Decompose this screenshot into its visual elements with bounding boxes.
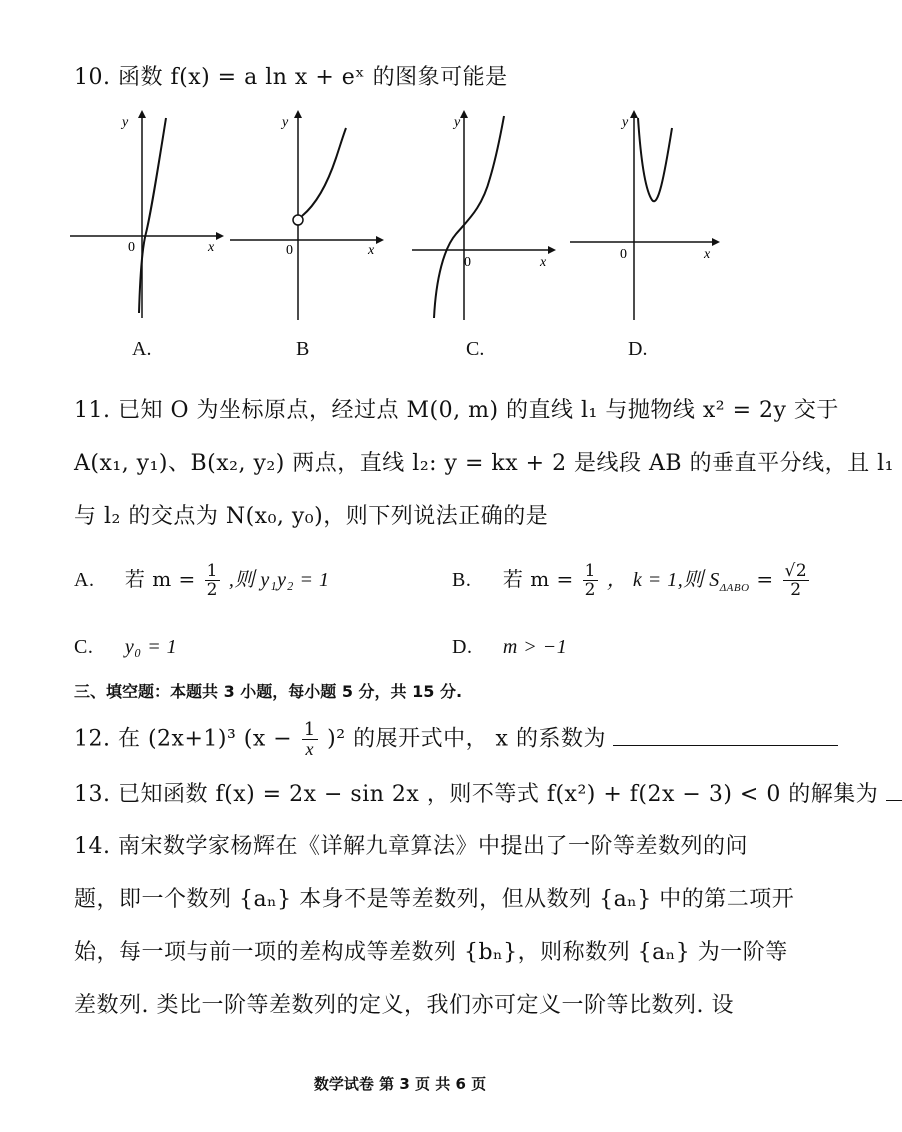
- q11-option-c: [74, 634, 177, 659]
- q14-line4: 差数列. 类比一阶等差数列的定义，我们亦可定义一阶等比数列. 设: [74, 993, 734, 1018]
- page-footer: 数学试卷 第 3 页 共 6 页: [313, 1075, 487, 1093]
- graph-a-origin: 0: [128, 240, 135, 255]
- q11-option-d: [452, 634, 567, 659]
- graph-a-label: A.: [132, 338, 152, 360]
- q14-line3: 始，每一项与前一项的差构成等差数列 {bₙ}，则称数列 {aₙ} 为一阶等: [74, 940, 788, 965]
- q12-post: )² 的展开式中， x 的系数为: [327, 726, 606, 752]
- q12-answer-blank[interactable]: [613, 725, 838, 746]
- graph-d: [566, 108, 726, 328]
- graph-b-origin: 0: [286, 243, 293, 258]
- q10-stem: 10. 函数 f(x) = a ln x + eˣ 的图象可能是: [74, 65, 508, 90]
- graph-d-label: D.: [628, 338, 648, 360]
- q12-pre: 12. 在 (2x+1)³ (x −: [74, 726, 293, 752]
- graph-c-origin: 0: [464, 255, 471, 270]
- q11-line1: 11. 已知 O 为坐标原点，经过点 M(0, m) 的直线 l₁ 与抛物线 x² = 2y 交于: [74, 398, 839, 423]
- q12-line: [74, 721, 838, 758]
- graph-a-y: y: [122, 115, 129, 130]
- option-b-pre: 若 m =: [502, 567, 574, 591]
- option-b-fraction: [583, 562, 598, 599]
- option-a-post: ,则 y₁y₂ = 1: [228, 569, 330, 591]
- q11-option-a: [74, 562, 330, 599]
- option-b-den: 2: [584, 580, 596, 600]
- graph-d-y: y: [622, 115, 629, 130]
- section-3-heading: 三、填空题：本题共 3 小题，每小题 5 分，共 15 分.: [74, 682, 463, 701]
- graph-d-origin: 0: [620, 247, 627, 262]
- option-b-num2: √2: [784, 561, 808, 581]
- graph-b-y: y: [282, 115, 289, 130]
- graph-a-x: x: [208, 240, 215, 255]
- graph-c-x: x: [540, 255, 547, 270]
- q12-num: 1: [303, 719, 316, 740]
- option-c-label: C.: [74, 636, 94, 658]
- graph-b-x: x: [368, 243, 375, 258]
- q12-den: x: [305, 739, 314, 759]
- q12-fraction: [302, 721, 318, 758]
- option-a-label: A.: [74, 569, 95, 591]
- option-b-fraction2: [783, 562, 810, 599]
- option-b-label: B.: [452, 569, 472, 591]
- q11-line2: A(x₁, y₁)、B(x₂, y₂) 两点，直线 l₂: y = kx + 2 是线段 AB 的垂直平分线，且 l₁: [74, 451, 894, 476]
- q11-option-b: [452, 562, 811, 599]
- graph-b: [226, 108, 386, 328]
- option-b-sub: ΔABO: [719, 582, 750, 594]
- q13-answer-blank[interactable]: [886, 780, 902, 801]
- option-a-pre: 若 m =: [124, 567, 196, 591]
- option-a-num: 1: [206, 561, 218, 581]
- option-d-label: D.: [452, 636, 473, 658]
- q14-line1: 14. 南宋数学家杨辉在《详解九章算法》中提出了一阶等差数列的问: [74, 834, 748, 859]
- q13-text: 13. 已知函数 f(x) = 2x − sin 2x ，则不等式 f(x²) + f(2x − 3) < 0 的解集为: [74, 782, 879, 807]
- graph-c-y: y: [454, 115, 461, 130]
- option-c-text: y₀ = 1: [124, 636, 178, 658]
- q14-line2: 题，即一个数列 {aₙ} 本身不是等差数列，但从数列 {aₙ} 中的第二项开: [74, 887, 795, 912]
- q13-line: [74, 777, 902, 808]
- graph-d-x: x: [704, 247, 711, 262]
- option-b-num: 1: [584, 561, 596, 581]
- option-a-fraction: [205, 562, 220, 599]
- option-b-den2: 2: [790, 580, 802, 600]
- option-a-den: 2: [206, 580, 218, 600]
- graph-a: [66, 108, 226, 328]
- q11-line3: 与 l₂ 的交点为 N(x₀, y₀)，则下列说法正确的是: [74, 504, 549, 529]
- graph-c: [408, 108, 558, 328]
- graph-c-label: C.: [466, 338, 485, 360]
- option-d-text: m > −1: [502, 636, 568, 658]
- option-b-eq: =: [749, 567, 774, 591]
- option-b-mid: ， k = 1,则 S: [606, 569, 720, 591]
- graph-b-label: B: [296, 338, 310, 360]
